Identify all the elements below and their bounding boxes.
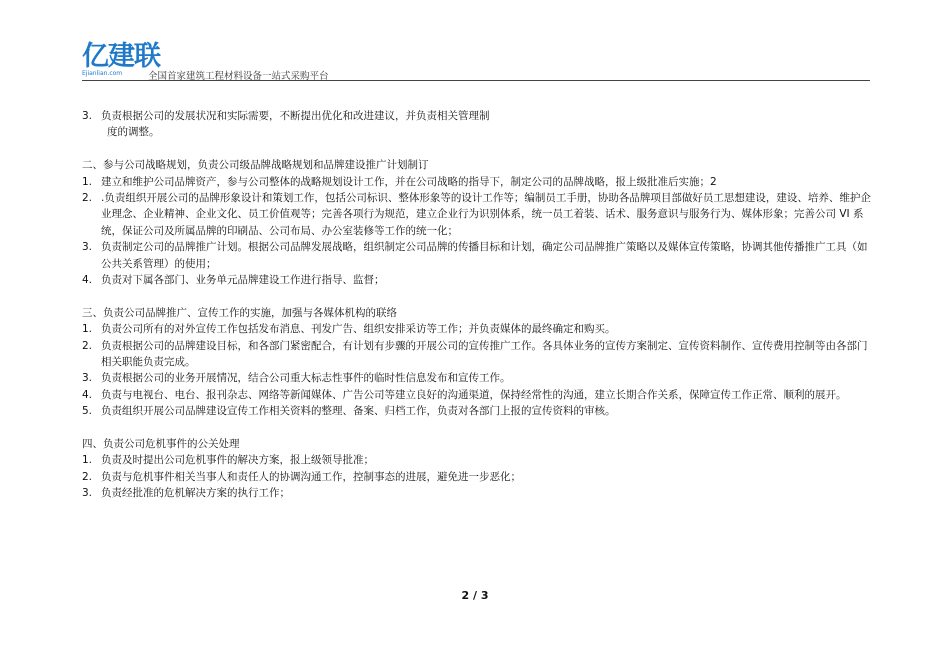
list-item — [82, 239, 872, 272]
list-item — [82, 321, 872, 337]
item-text: 负责根据公司的发展状况和实际需要，不断提出优化和改进建议，并负责相关管理制 — [101, 110, 490, 122]
item-text: 负责及时提出公司危机事件的解决方案，报上级领导批准； — [101, 454, 374, 467]
list-item — [82, 190, 872, 239]
item-number: 3. — [82, 487, 93, 500]
list-item — [82, 108, 872, 141]
list-item — [82, 272, 872, 288]
item-number: 3. — [82, 241, 93, 254]
item-number: 2. — [82, 339, 93, 352]
item-text: 负责制定公司的品牌推广计划。根据公司品牌发展战略，组织制定公司品牌的传播目标和计划，确定公司品牌推广策略以及媒体宣传策略，协调其他传播推广工具（如公共关系管理）的使用； — [101, 241, 868, 270]
item-number: 1. — [82, 175, 93, 188]
item-number: 1. — [82, 323, 93, 336]
company-logo: 亿建联 — [82, 41, 160, 72]
section-heading-2: 二、参与公司战略规划，负责公司级品牌战略规划和品牌建设推广计划制订 — [82, 159, 429, 172]
list-item — [82, 469, 872, 485]
item-text: 负责根据公司的品牌建设目标，和各部门紧密配合，有计划有步骤的开展公司的宣传推广工作。各具体业务的宣传方案制定、宣传资料制作、宣传费用控制等由各部门相关职能负责完成。 — [101, 339, 868, 369]
item-text: 负责组织开展公司品牌建设宣传工作相关资料的整理、备案、归档工作，负责对各部门上报的宣传资料的审核。 — [101, 405, 616, 418]
document-body — [82, 108, 872, 502]
item-text: 建立和维护公司品牌资产，参与公司整体的战略规划设计工作，并在公司战略的指导下，制定公司的品牌战略，报上级批准后实施；2 — [101, 175, 717, 188]
list-item — [82, 174, 872, 190]
item-text: 负责公司所有的对外宣传工作包括发布消息、刊发广告、组织安排采访等工作；并负责媒体的最终确定和购买。 — [101, 323, 616, 336]
item-number: 2. — [82, 470, 93, 483]
item-text: 负责对下属各部门、业务单元品牌建设工作进行指导、监督； — [101, 274, 385, 287]
header-slogan: 全国首家建筑工程材料设备一站式采购平台 — [148, 71, 329, 82]
list-item — [82, 370, 872, 386]
list-item — [82, 387, 872, 403]
item-number: 4. — [82, 388, 93, 401]
page-number: 2 / 3 — [461, 589, 489, 602]
item-text: 负责根据公司的业务开展情况，结合公司重大标志性事件的临时性信息发布和宣传工作。 — [101, 372, 511, 385]
item-text: 负责经批准的危机解决方案的执行工作； — [101, 487, 290, 500]
list-item — [82, 452, 872, 468]
page-header — [82, 40, 870, 82]
item-number: 3. — [82, 372, 93, 385]
item-number: 3. — [82, 110, 93, 122]
section-heading-4: 四、负责公司危机事件的公关处理 — [82, 438, 240, 451]
header-divider — [82, 80, 870, 81]
item-number: 4. — [82, 274, 93, 287]
logo-domain: Ejianlian.com — [82, 70, 123, 77]
item-number: 5. — [82, 405, 93, 418]
section-heading-3: 三、负责公司品牌推广、宣传工作的实施，加强与各媒体机构的联络 — [82, 306, 397, 319]
item-text: 负责与电视台、电台、报刊杂志、网络等新闻媒体、广告公司等建立良好的沟通渠道，保持经常性的沟通，建立长期合作关系，保障宣传工作正常、顺利的展开。 — [101, 388, 847, 401]
item-text: .负责组织开展公司的品牌形象设计和策划工作，包括公司标识、整体形象等的设计工作等；编制员工手册，协助各品牌项目部做好员工思想建设，建设、培养、维护企业理念、企业精神、企业文化、员工价值观等；完善各项行为规范，建立企业行为识别体系，统一员工着装、话术、服务意识与服务行为、媒体形象；完善公司 VI 系统，保证公司及所属品牌的印刷品、公司布局、办公室装修等工作的统一化； — [101, 192, 871, 237]
list-item — [82, 485, 872, 501]
item-text: 负责与危机事件相关当事人和责任人的协调沟通工作，控制事态的进展，避免进一步恶化； — [101, 470, 521, 483]
list-item — [82, 338, 872, 371]
item-text-continued: 度的调整。 — [107, 126, 160, 139]
item-number: 2. — [82, 192, 93, 205]
list-item — [82, 403, 872, 419]
item-number: 1. — [82, 454, 93, 467]
